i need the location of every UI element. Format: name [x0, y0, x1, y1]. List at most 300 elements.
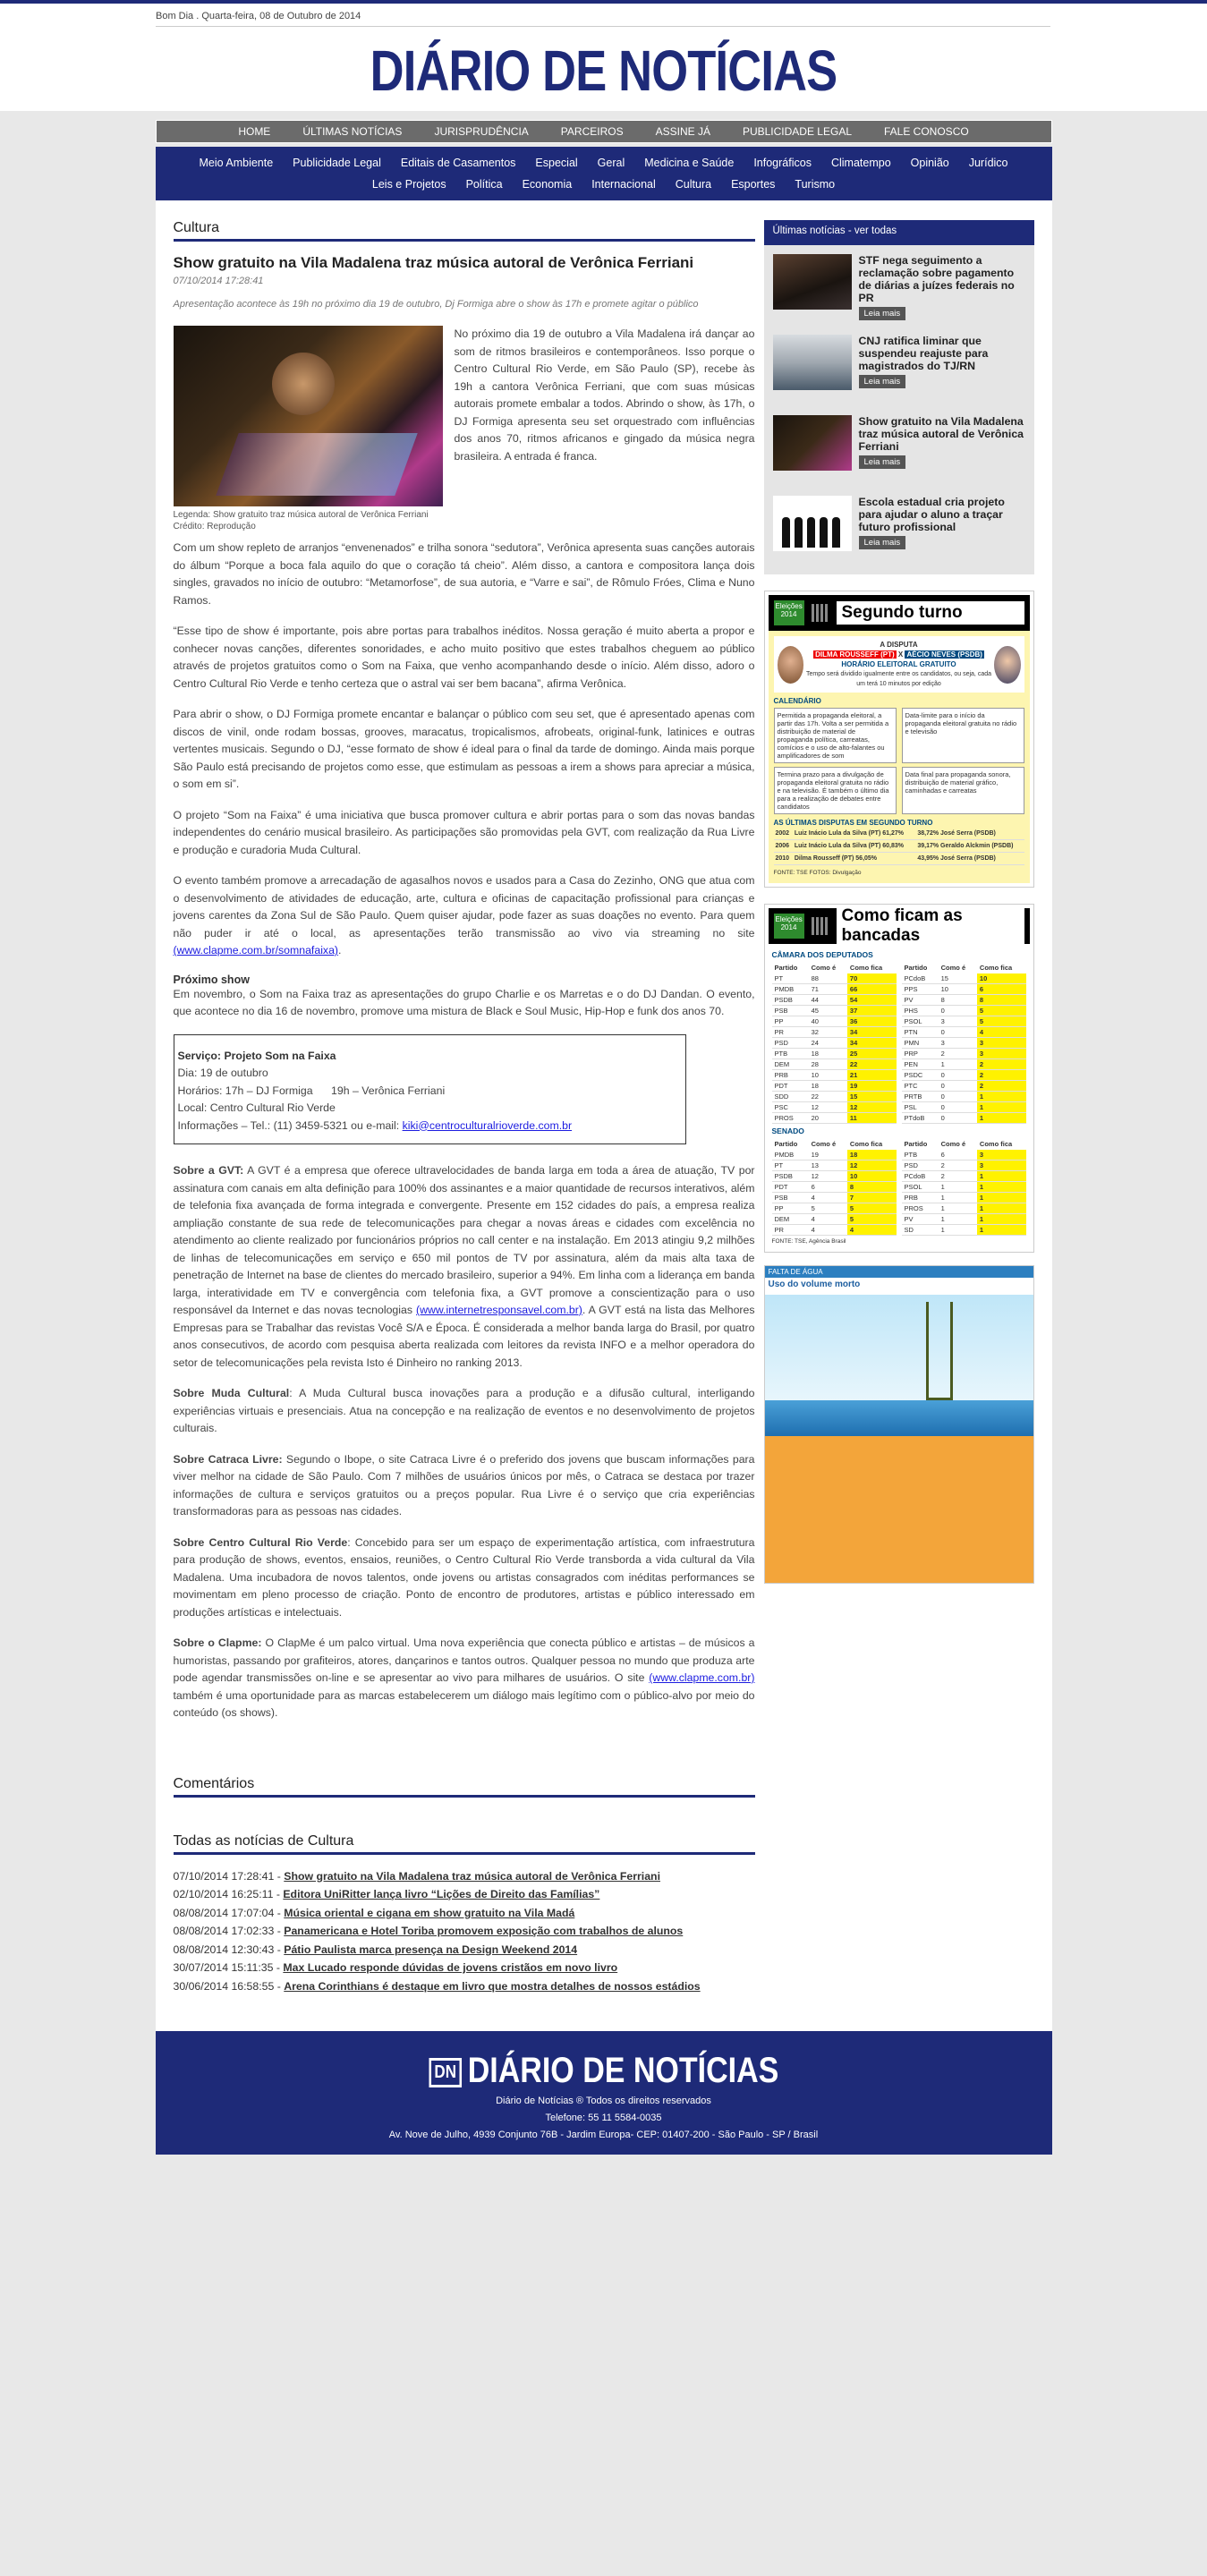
- table-cell: 22: [809, 1092, 847, 1102]
- secondary-nav-item[interactable]: Jurídico: [968, 157, 1008, 169]
- paragraph-6: O evento também promove a arrecadação de agasalhos novos e usados para a Casa do Zezinho, ONG que atua com o desenvolvimento de atividades de educação, arte, cultura e oficinas de capacitação profissional para crianças e jovens carentes da Zona Sul de São Paulo. Quem quiser ajudar, pode fazer as suas doações no evento. Para quem não puder ir até o local, as apresentações terão transmissão ao vivo via streaming no site (www.clapme.com.br/somnafaixa).: [173, 874, 755, 956]
- infographic-bar: [769, 595, 1030, 631]
- ultimas-cell: 39,17% Geraldo Alckmin (PSDB): [915, 840, 1024, 853]
- table-row: [772, 1081, 897, 1092]
- table-cell: PSD: [772, 1038, 809, 1049]
- calendar-row-1: [774, 708, 1024, 763]
- silhouette-shape: [795, 517, 803, 548]
- table-cell: 2: [977, 1081, 1026, 1092]
- paragraph-6-text: O evento também promove a arrecadação de agasalhos novos e usados para a Casa do Zezinho, ONG que atua com o desenvolvimento de atividades de educação, arte, cultura e oficinas de capacitação profissional para crianças e jovens carentes da Zona Sul de São Paulo. Quem quiser ajudar, pode fazer as suas doações no evento. Para quem não puder ir até o local, as apresentações terão transmissão ao vivo via streaming no site: [173, 874, 755, 939]
- table-row: [902, 1059, 1026, 1070]
- table-cell: 25: [847, 1049, 897, 1059]
- ultimas-cell: Dilma Rousseff (PT) 56,05%: [793, 853, 916, 865]
- latest-news-text: [859, 335, 1027, 406]
- table-cell: 6: [977, 984, 1026, 995]
- secondary-nav-item[interactable]: Publicidade Legal: [293, 157, 381, 169]
- ultimas-cell: Luiz Inácio Lula da Silva (PT) 60,83%: [793, 840, 916, 853]
- table-cell: PRB: [902, 1193, 939, 1203]
- ultimas-table: [774, 828, 1024, 865]
- table-cell: PTB: [902, 1150, 939, 1160]
- news-link[interactable]: Música oriental e cigana em show gratuito na Vila Madá: [284, 1906, 575, 1919]
- ultimas-row: [774, 853, 1024, 865]
- table-row: [772, 984, 897, 995]
- table-cell: DEM: [772, 1214, 809, 1225]
- table-cell: 2: [939, 1049, 977, 1059]
- article-figure: [174, 326, 443, 532]
- table-cell: 4: [847, 1225, 897, 1236]
- table-cell: 34: [847, 1027, 897, 1038]
- table-row: [772, 1193, 897, 1203]
- silhouette-shape: [820, 517, 828, 548]
- secondary-nav-item[interactable]: Internacional: [591, 178, 656, 191]
- table-cell: 1: [977, 1203, 1026, 1214]
- secondary-nav-item[interactable]: Editais de Casamentos: [400, 157, 516, 169]
- paragraph-1: No próximo dia 19 de outubro a Vila Madalena irá dançar ao som de ritmos brasileiros e contemporâneos. Isso porque o Centro Cultural Rio Verde, em São Paulo (SP), recebe às 19h a cantora Verônica Ferriani, que com suas músicas autorais promete embalar a todos. Abrindo o show, às 17h, o DJ Formiga apresenta seu set orquestrado com influências dos anos 70, ritmos africanos e gingado da música negra brasileira. A entrada é franca.: [454, 327, 755, 463]
- news-list-item: 02/10/2014 16:25:11 - Editora UniRitter lança livro “Lições de Direito das Famílias”: [173, 1888, 600, 1900]
- table-cell: 6: [939, 1150, 977, 1160]
- latest-news-title[interactable]: CNJ ratifica liminar que suspendeu reajuste para magistrados do TJ/RN: [858, 335, 989, 372]
- news-thumbnail[interactable]: [773, 415, 852, 471]
- table-cell: SD: [902, 1225, 939, 1236]
- latest-news-text: [859, 254, 1027, 326]
- table-cell: DEM: [772, 1059, 809, 1070]
- table-cell: PT: [772, 1160, 809, 1171]
- volume-morto-head: FALTA DE ÁGUA: [765, 1266, 1033, 1278]
- table-row: [772, 1027, 897, 1038]
- latest-news-title[interactable]: STF nega seguimento a reclamação sobre pagamento de diárias a juízes federais no PR: [858, 254, 1015, 304]
- table-cell: 13: [809, 1160, 847, 1171]
- news-link[interactable]: Pátio Paulista marca presença na Design Weekend 2014: [284, 1943, 578, 1956]
- service-title: Serviço: Projeto Som na Faixa: [177, 1049, 336, 1062]
- table-cell: PHS: [902, 1006, 939, 1016]
- diagram-tower: [926, 1302, 953, 1400]
- table-cell: PP: [772, 1016, 809, 1027]
- ultimas-cell: Luiz Inácio Lula da Silva (PT) 61,27%: [793, 828, 916, 840]
- table-cell: 66: [847, 984, 897, 995]
- infographic-title: Segundo turno: [837, 601, 1024, 625]
- table-cell: PSOL: [902, 1182, 939, 1193]
- table-row: [772, 995, 897, 1006]
- table-row: [772, 1214, 897, 1225]
- table-row: [772, 1092, 897, 1102]
- news-date: 07/10/2014 17:28:41: [173, 1869, 275, 1883]
- about-clapme-label: Sobre o Clapme:: [173, 1637, 262, 1649]
- calendar-item: Termina prazo para a divulgação de propaganda eleitoral gratuita no rádio e na televisão. É também o último dia para a realização de debates entre candidatos: [774, 767, 897, 814]
- news-date: 30/07/2014 15:11:35: [173, 1961, 274, 1974]
- table-row: [902, 1049, 1026, 1059]
- disputa-panel: [774, 636, 1024, 693]
- table-header-row: [902, 962, 1026, 973]
- table-cell: 10: [847, 1171, 897, 1182]
- primary-nav-item[interactable]: FALE CONOSCO: [884, 125, 969, 138]
- news-thumbnail[interactable]: [773, 496, 852, 551]
- news-thumbnail[interactable]: [773, 335, 852, 390]
- table-row: [902, 984, 1026, 995]
- table-cell: 5: [847, 1203, 897, 1214]
- table-header-row: [772, 962, 897, 973]
- table-cell: 21: [847, 1070, 897, 1081]
- article-datetime: 07/10/2014 17:28:41: [173, 276, 264, 286]
- service-local: Local: Centro Cultural Rio Verde: [177, 1101, 336, 1114]
- latest-news-header[interactable]: Últimas notícias - ver todas: [764, 220, 1034, 245]
- table-cell: 3: [977, 1160, 1026, 1171]
- news-link[interactable]: Panamericana e Hotel Toriba promovem exposição com trabalhos de alunos: [284, 1925, 684, 1937]
- about-muda-label: Sobre Muda Cultural: [173, 1387, 290, 1399]
- calendar-row-2: [774, 767, 1024, 814]
- column-header: Partido: [774, 1140, 798, 1148]
- table-cell: 10: [939, 984, 977, 995]
- site-logo[interactable]: DIÁRIO DE NOTÍCIAS: [370, 38, 837, 103]
- column-header: Como fica: [979, 1140, 1013, 1148]
- service-info-text: Informações – Tel.: (11) 3459-5321 ou e-mail:: [177, 1118, 400, 1132]
- table-row: [902, 1006, 1026, 1016]
- table-row: [902, 1193, 1026, 1203]
- silhouette-shape: [782, 517, 790, 548]
- table-cell: 15: [847, 1092, 897, 1102]
- footer-logo: [429, 2051, 778, 2091]
- secondary-nav-item[interactable]: Turismo: [795, 178, 836, 191]
- table-cell: 18: [847, 1150, 897, 1160]
- table-cell: PR: [772, 1027, 809, 1038]
- table-cell: PV: [902, 995, 939, 1006]
- about-ccrv-text: : Concebido para ser um espaço de experimentação artística, com infraestrutura para produção de shows, eventos, ensaios, reuniões, o Centro Cultural Rio Verde transborda a vida cultural da Vila Madalena. Uma incubadora de novos talentos, onde jovens ou artistas consagrados com inéditas performances se movimentam em pleno processo de criação. Ponto de encontro de produtores, artistas e público interessado em produções artísticas e intelectuais.: [173, 1535, 755, 1619]
- latest-news-title[interactable]: Escola estadual cria projeto para ajudar o aluno a traçar futuro profissional: [858, 496, 1005, 533]
- about-clapme-text-2: também é uma oportunidade para as marcas estabelecerem um diálogo mais legítimo com o público-alvo por meio do conteúdo (os shows).: [173, 1688, 755, 1719]
- table-row: [772, 1102, 897, 1113]
- clapme-somnafaixa-link[interactable]: (www.clapme.com.br/somnafaixa): [173, 944, 339, 956]
- senado-table-right: [902, 1138, 1026, 1236]
- section-title: Cultura: [174, 220, 755, 242]
- table-row: [902, 1203, 1026, 1214]
- table-cell: 45: [809, 1006, 847, 1016]
- table-cell: SDD: [772, 1092, 809, 1102]
- table-cell: PMDB: [772, 1150, 809, 1160]
- table-cell: 37: [847, 1006, 897, 1016]
- primary-nav-item[interactable]: ASSINE JÁ: [655, 125, 710, 138]
- secondary-nav-item[interactable]: Cultura: [675, 178, 712, 191]
- candidate-2-photo: [994, 646, 1020, 684]
- main-column: [174, 220, 755, 1995]
- news-link[interactable]: Editora UniRitter lança livro “Lições de Direito das Famílias”: [283, 1888, 600, 1900]
- calendar-item: Data final para propaganda sonora, distribuição de material gráfico, caminhadas e carreatas: [902, 767, 1024, 814]
- primary-nav-item[interactable]: PARCEIROS: [560, 125, 624, 138]
- table-cell: 0: [939, 1027, 977, 1038]
- ultimas-row: [774, 840, 1024, 853]
- table-row: [902, 1225, 1026, 1236]
- camara-table-right: [902, 962, 1026, 1124]
- volume-morto-title: Uso do volume morto: [765, 1278, 1033, 1291]
- table-cell: PMN: [902, 1038, 939, 1049]
- table-cell: 4: [809, 1225, 847, 1236]
- latest-news-item[interactable]: [764, 487, 1034, 567]
- table-row: [902, 1070, 1026, 1081]
- article-summary: Apresentação acontece às 19h no próximo dia 19 de outubro, Dj Formiga abre o show às 17h e promete agitar o público: [173, 299, 699, 310]
- table-cell: 4: [809, 1214, 847, 1225]
- about-catraca-label: Sobre Catraca Livre:: [173, 1452, 283, 1466]
- service-day: Dia: 19 de outubro: [177, 1067, 268, 1079]
- table-row: [902, 1016, 1026, 1027]
- comments-title: Comentários: [174, 1776, 755, 1798]
- table-cell: 10: [977, 973, 1026, 984]
- column-header: Como é: [811, 964, 837, 972]
- paragraph-4: Para abrir o show, o DJ Formiga promete encantar e balançar o público com seu set, que é apresentado apenas com discos de vinil, onde rodam bossas, grooves, maracatus, tropicalismos, afrobeats, original-funk, latinices e outras vertentes musicais. Segundo o DJ, “esse formato de show é ideal para o final da tarde de domingo. Ainda mais porque São Paulo está precisando de projetos como esse, que estimulam as pessoas a irem a shows para apreciar a música, o som em si”.: [173, 708, 755, 790]
- about-gvt-text-2: . A GVT está na lista das Melhores Empresas para se Trabalhar das revistas Você S/A e Época. É considerada a melhor banda larga do Brasil, por quatro anos consecutivos, de acordo com pesquisa aberta realizada com leitores da revista INFO e a melhor operadora do setor de telecomunicações pela revista Isto é Dinheiro no ranking 2013.: [173, 1304, 755, 1369]
- table-cell: 8: [939, 995, 977, 1006]
- table-cell: 19: [809, 1150, 847, 1160]
- paragraph-5: O projeto “Som na Faixa” é uma iniciativa que busca promover cultura e abrir portas para o som das novas bandas independentes do cenário musical brasileiro. As participações são promovidas pela GVT, com realização da Rua Livre e produção e curadoria Muda Cultural.: [173, 808, 755, 856]
- horario-sub: Tempo será dividido igualmente entre os candidatos, ou seja, cada um terá 10 minutos por edição: [805, 671, 992, 687]
- table-cell: 1: [977, 1193, 1026, 1203]
- news-list-item: 08/08/2014 17:02:33 - Panamericana e Hotel Toriba promovem exposição com trabalhos de alunos: [173, 1925, 684, 1937]
- table-header-row: [772, 1138, 897, 1150]
- article-title: Show gratuito na Vila Madalena traz música autoral de Verônica Ferriani: [173, 254, 694, 271]
- table-cell: PRP: [902, 1049, 939, 1059]
- ultimas-row: [774, 828, 1024, 840]
- news-list-item: 30/06/2014 16:58:55 - Arena Corinthians é destaque em livro que mostra detalhes de nossos estádios: [173, 1979, 701, 1993]
- table-cell: 1: [977, 1171, 1026, 1182]
- table-row: [902, 1182, 1026, 1193]
- news-list-item: 07/10/2014 17:28:41 - Show gratuito na Vila Madalena traz música autoral de Verônica Ferriani: [173, 1869, 660, 1883]
- table-row: [772, 1182, 897, 1193]
- about-gvt-label: Sobre a GVT:: [173, 1164, 244, 1177]
- table-cell: 15: [939, 973, 977, 984]
- senado-tables: [772, 1138, 1026, 1236]
- news-link[interactable]: Show gratuito na Vila Madalena traz música autoral de Verônica Ferriani: [284, 1869, 660, 1883]
- service-email-link[interactable]: kiki@centroculturalrioverde.com.br: [402, 1118, 573, 1132]
- latest-news-item[interactable]: [764, 406, 1034, 487]
- table-cell: PRTB: [902, 1092, 939, 1102]
- paragraph-2: Com um show repleto de arranjos “envenenados” e trilha sonora “sedutora”, Verônica apresenta suas canções autorais do álbum “Porque a boca fala aquilo do que o coração tá cheio”. Além disso, a cantora e compositora lança dois singles, gravados no início de outubro: “Metamorfose”, de sua autoria, e “Varre e sai”, de Rômulo Fróes, Clima e Nuno Ramos.: [173, 541, 755, 607]
- table-row: [902, 1102, 1026, 1113]
- table-cell: 32: [809, 1027, 847, 1038]
- column-header: Como é: [940, 964, 966, 972]
- table-row: [902, 1081, 1026, 1092]
- table-cell: PV: [902, 1214, 939, 1225]
- table-cell: 1: [977, 1113, 1026, 1124]
- candidate-2-name: AÉCIO NEVES (PSDB): [906, 650, 982, 659]
- table-cell: PT: [772, 973, 809, 984]
- table-row: [772, 1113, 897, 1124]
- infographic-title: Como ficam as bancadas: [837, 905, 1024, 948]
- header-date: Bom Dia . Quarta-feira, 08 de Outubro de 2014: [156, 11, 1050, 27]
- calendar-item: Data-limite para o início da propaganda eleitoral gratuita no rádio e televisão: [902, 708, 1024, 763]
- footer-copyright: Diário de Notícias ® Todos os direitos reservados: [496, 2096, 711, 2106]
- secondary-nav-item[interactable]: Política: [465, 178, 503, 191]
- table-row: [772, 973, 897, 984]
- diagram-sky: [765, 1295, 1033, 1402]
- news-link[interactable]: Arena Corinthians é destaque em livro que mostra detalhes de nossos estádios: [284, 1979, 701, 1993]
- ultimas-cell: 38,72% José Serra (PSDB): [915, 828, 1024, 840]
- table-cell: 8: [847, 1182, 897, 1193]
- table-cell: 71: [809, 984, 847, 995]
- news-date: 08/08/2014 17:02:33: [173, 1925, 275, 1937]
- table-row: [772, 1006, 897, 1016]
- table-cell: 1: [977, 1214, 1026, 1225]
- column-header: Partido: [904, 1140, 928, 1148]
- table-cell: 12: [809, 1102, 847, 1113]
- table-row: [772, 1070, 897, 1081]
- table-cell: 34: [847, 1038, 897, 1049]
- ultimas-cell: 43,95% José Serra (PSDB): [915, 853, 1024, 865]
- disputa-center: [803, 640, 994, 689]
- primary-nav: [156, 120, 1052, 143]
- table-cell: 3: [977, 1038, 1026, 1049]
- news-thumbnail[interactable]: [773, 254, 852, 310]
- table-cell: 2: [977, 1059, 1026, 1070]
- table-cell: 3: [939, 1016, 977, 1027]
- eleicoes-tag: Eleições 2014: [774, 914, 804, 939]
- sidebar: [764, 220, 1034, 1995]
- table-cell: PSDB: [772, 1171, 809, 1182]
- news-list-item: 08/08/2014 12:30:43 - Pátio Paulista marca presença na Design Weekend 2014: [173, 1943, 578, 1956]
- all-news-list: [174, 1867, 755, 1996]
- secondary-nav-item[interactable]: Esportes: [731, 178, 776, 191]
- ultimas-cell: 2002: [774, 828, 793, 840]
- caption-credit: Crédito: Reprodução: [173, 522, 256, 531]
- paragraph-7: Em novembro, o Som na Faixa traz as apresentações do grupo Charlie e os Marretas e o do DJ Dandan. O evento, que acontece no dia 16 de novembro, promove uma mistura de Black e Soul Music, Hip-Hop e funk dos anos 70.: [173, 987, 755, 1017]
- table-cell: 7: [847, 1193, 897, 1203]
- footer: [156, 2031, 1052, 2155]
- column-header: Como fica: [979, 964, 1013, 972]
- table-row: [772, 1171, 897, 1182]
- column-header: Como fica: [849, 1140, 883, 1148]
- table-cell: 3: [977, 1150, 1026, 1160]
- secondary-nav-item[interactable]: Geral: [597, 157, 625, 169]
- table-row: [772, 1059, 897, 1070]
- table-cell: 40: [809, 1016, 847, 1027]
- paragraph-3: “Esse tipo de show é importante, pois abre portas para trabalhos inéditos. Nossa geração é muito aberta a propor e conhecer novas canções, diferentes sonoridades, e acho muito positivo que estes trabalhos cheguem ao público através de projetos gratuitos como o Som na Faixa, que venho acompanhando desde o início. Além disso, adoro o Centro Cultural Rio Verde e tenho certeza que o astral vai ser bem bacana”, afirma Verônica.: [173, 625, 755, 690]
- table-row: [902, 1214, 1026, 1225]
- latest-news-title[interactable]: Show gratuito na Vila Madalena traz música autoral de Verônica Ferriani: [858, 415, 1024, 453]
- latest-news-box: [764, 220, 1034, 574]
- calendar-item: Permitida a propaganda eleitoral, a partir das 17h. Volta a ser permitida a distribuição de material de propaganda política, carreatas, comícios e o uso de alto-falantes ou amplificadores de som: [774, 708, 897, 763]
- table-cell: PPS: [902, 984, 939, 995]
- table-cell: 12: [809, 1171, 847, 1182]
- comments-section: [174, 1776, 755, 1798]
- secondary-nav-item[interactable]: Leis e Projetos: [371, 178, 446, 191]
- table-cell: PDT: [772, 1182, 809, 1193]
- about-muda-text: : A Muda Cultural busca inovações para a produção e a difusão cultural, interligando experiências virtuais e presenciais. Atua na concepção e na realização de eventos e no desenvolvimento de projetos culturais.: [173, 1387, 755, 1434]
- table-cell: PDT: [772, 1081, 809, 1092]
- table-row: [772, 1150, 897, 1160]
- caption-legend: Legenda: Show gratuito traz música autoral de Verônica Ferriani: [173, 510, 429, 520]
- column-header: Partido: [904, 964, 928, 972]
- table-cell: PSB: [772, 1006, 809, 1016]
- ultimas-disputas: [774, 818, 1024, 865]
- infographic-bar: [769, 908, 1030, 944]
- secondary-nav-item[interactable]: Opinião: [910, 157, 949, 169]
- clapme-link[interactable]: (www.clapme.com.br): [649, 1671, 755, 1684]
- infographic-volume-morto: [764, 1265, 1034, 1584]
- table-cell: 12: [847, 1160, 897, 1171]
- table-cell: 70: [847, 973, 897, 984]
- photo-caption: [174, 509, 443, 532]
- content-area: [156, 200, 1052, 2031]
- table-cell: 44: [809, 995, 847, 1006]
- secondary-nav-item[interactable]: Climatempo: [830, 157, 891, 169]
- senado-table-left: [772, 1138, 897, 1236]
- read-more-button[interactable]: Leia mais: [859, 455, 906, 469]
- read-more-button[interactable]: Leia mais: [859, 375, 906, 388]
- latest-news-list: [764, 245, 1034, 567]
- table-cell: 2: [939, 1160, 977, 1171]
- read-more-button[interactable]: Leia mais: [859, 307, 906, 320]
- table-cell: 0: [939, 1006, 977, 1016]
- secondary-nav-item[interactable]: Economia: [522, 178, 573, 191]
- about-gvt-text: A GVT é a empresa que oferece ultravelocidades de banda larga em toda a área de atuação, TV por assinatura com canais em alta definição para 100% dos assinantes e a maior quantidade de recursos interativos, além de telefonia fixa avançada de forma integrada e convergente. Presente em 152 cidades do país, a empresa realiza ampliação constante de sua rede de telecomunicações para chegar a novas áreas e cidades com excelência no atendimento ao cliente realizado por funcionários próprios no call center e na instalação. Em 2013 atingiu 9,2 milhões de linhas de telecomunicações em serviço e 650 mil pontos de TV por assinatura, além da mais alta taxa de penetração de Internet na base de clientes do mercado brasileiro, superior a 94%. Em linha com a liderança em banda larga, interatividade em TV e convergência com telefonia fixa, a GVT promove a conscientização para o uso responsável da Internet e das novas tecnologias: [173, 1164, 755, 1316]
- table-row: [902, 1171, 1026, 1182]
- table-cell: 1: [977, 1102, 1026, 1113]
- latest-news-item[interactable]: [764, 245, 1034, 326]
- table-row: [902, 1027, 1026, 1038]
- table-cell: 11: [847, 1113, 897, 1124]
- secondary-nav-item[interactable]: Especial: [535, 157, 578, 169]
- primary-nav-item[interactable]: ÚLTIMAS NOTÍCIAS: [302, 125, 403, 138]
- table-cell: PSDC: [902, 1070, 939, 1081]
- table-cell: 54: [847, 995, 897, 1006]
- candidate-1-name: DILMA ROUSSEFF (PT): [815, 650, 895, 659]
- next-show-heading: Próximo show: [173, 973, 250, 986]
- diagram-water: [765, 1400, 1033, 1436]
- table-cell: PTN: [902, 1027, 939, 1038]
- primary-nav-item[interactable]: HOME: [238, 125, 271, 138]
- table-cell: 19: [847, 1081, 897, 1092]
- secondary-nav-item[interactable]: Infográficos: [753, 157, 812, 169]
- secondary-nav-item[interactable]: Medicina e Saúde: [644, 157, 735, 169]
- table-cell: 1: [939, 1193, 977, 1203]
- table-cell: 1: [939, 1203, 977, 1214]
- table-cell: PTdoB: [902, 1113, 939, 1124]
- table-cell: 22: [847, 1059, 897, 1070]
- internet-responsavel-link[interactable]: (www.internetresponsavel.com.br): [416, 1304, 582, 1316]
- table-cell: 1: [939, 1059, 977, 1070]
- table-cell: 2: [939, 1171, 977, 1182]
- news-date: 08/08/2014 17:07:04: [173, 1906, 275, 1919]
- table-row: [772, 1038, 897, 1049]
- table-cell: 5: [809, 1203, 847, 1214]
- bancadas-body: [769, 944, 1030, 1248]
- table-cell: 20: [809, 1113, 847, 1124]
- table-cell: PMDB: [772, 984, 809, 995]
- table-cell: 0: [939, 1070, 977, 1081]
- infographic-source: FONTE: TSE, Agência Brasil: [771, 1238, 846, 1245]
- primary-nav-item[interactable]: JURISPRUDÊNCIA: [434, 125, 529, 138]
- table-row: [772, 1049, 897, 1059]
- table-row: [772, 1203, 897, 1214]
- news-link[interactable]: Max Lucado responde dúvidas de jovens cristãos em novo livro: [283, 1961, 618, 1974]
- read-more-button[interactable]: Leia mais: [859, 536, 906, 549]
- all-news-title: Todas as notícias de Cultura: [174, 1833, 755, 1855]
- table-cell: 28: [809, 1059, 847, 1070]
- column-header: Como é: [811, 1140, 837, 1148]
- service-info: [178, 1118, 683, 1135]
- all-news-section: [174, 1833, 755, 1996]
- ballot-icon: [812, 917, 829, 935]
- secondary-nav-item[interactable]: Meio Ambiente: [199, 157, 274, 169]
- about-ccrv-label: Sobre Centro Cultural Rio Verde: [173, 1535, 348, 1549]
- table-cell: PTC: [902, 1081, 939, 1092]
- about-catraca-text: Segundo o Ibope, o site Catraca Livre é o preferido dos jovens que buscam informações para viver melhor na cidade de São Paulo. Com 7 milhões de usuários únicos por mês, o Catraca se destaca por trazer informações de cultura e serviços gratuitos ou a preços popular. Rua Livre é o serviço que cria experiências transformadoras para as pessoas nas cidades.: [173, 1452, 755, 1518]
- table-cell: 1: [977, 1225, 1026, 1236]
- table-cell: PEN: [902, 1059, 939, 1070]
- primary-nav-item[interactable]: PUBLICIDADE LEGAL: [742, 125, 852, 138]
- column-header: Como é: [940, 1140, 966, 1148]
- silhouette-shape: [807, 517, 815, 548]
- column-header: Como fica: [849, 964, 883, 972]
- latest-news-item[interactable]: [764, 326, 1034, 406]
- eleicoes-tag: Eleições 2014: [774, 600, 804, 625]
- about-catraca: [174, 1451, 755, 1521]
